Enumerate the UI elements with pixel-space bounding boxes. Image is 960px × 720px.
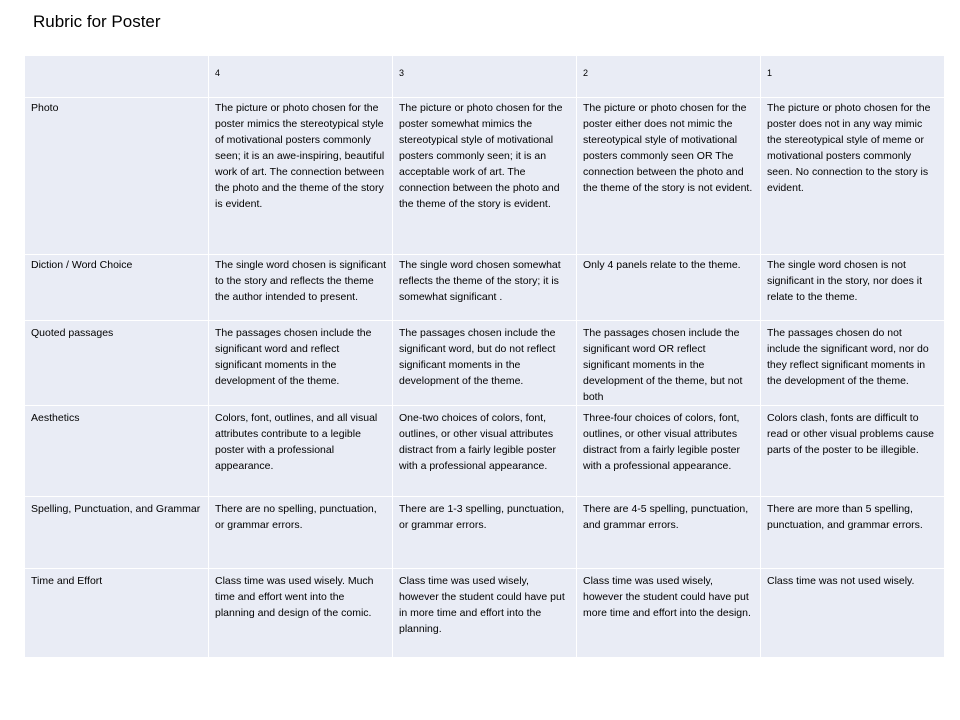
header-row <box>25 56 945 98</box>
rubric-cell: Only 4 panels relate to the theme. <box>577 255 761 321</box>
rubric-cell: There are more than 5 spelling, punctuation, and grammar errors. <box>761 497 945 569</box>
rubric-cell: Class time was used wisely, however the student could have put in more time and effort into the planning. <box>393 569 577 658</box>
table-row <box>25 98 945 255</box>
criterion-spelling: Spelling, Punctuation, and Grammar <box>25 497 209 569</box>
rubric-cell: Colors clash, fonts are difficult to read or other visual problems cause parts of the poster to be illegible. <box>761 406 945 497</box>
criterion-time-effort: Time and Effort <box>25 569 209 658</box>
rubric-cell: One-two choices of colors, font, outlines, or other visual attributes distract from a fairly legible poster with a professional appearance. <box>393 406 577 497</box>
rubric-cell: There are 1-3 spelling, punctuation, or grammar errors. <box>393 497 577 569</box>
rubric-cell: The passages chosen do not include the significant word, nor do they reflect significant moments in the development of the theme. <box>761 321 945 406</box>
table-row <box>25 497 945 569</box>
rubric-cell: The passages chosen include the significant word, but do not reflect significant moments in the development of the theme. <box>393 321 577 406</box>
rubric-cell: Three-four choices of colors, font, outlines, or other visual attributes distract from a fairly legible poster with a professional appearance. <box>577 406 761 497</box>
rubric-cell: The picture or photo chosen for the poster either does not mimic the stereotypical style of motivational posters commonly seen OR The connection between the photo and the theme of the story is not evident. <box>577 98 761 255</box>
rubric-cell: Class time was used wisely, however the student could have put more time and effort into the design. <box>577 569 761 658</box>
rubric-table <box>24 55 945 658</box>
table-row <box>25 406 945 497</box>
header-cell-score-2: 2 <box>577 56 761 98</box>
criterion-diction: Diction / Word Choice <box>25 255 209 321</box>
rubric-cell: Class time was not used wisely. <box>761 569 945 658</box>
rubric-cell: Colors, font, outlines, and all visual attributes contribute to a legible poster with a professional appearance. <box>209 406 393 497</box>
criterion-photo: Photo <box>25 98 209 255</box>
rubric-cell: Class time was used wisely. Much time and effort went into the planning and design of the comic. <box>209 569 393 658</box>
rubric-cell: The picture or photo chosen for the poster somewhat mimics the stereotypical style of motivational posters commonly seen; it is an acceptable work of art. The connection between the photo and the theme of the story is evident. <box>393 98 577 255</box>
criterion-aesthetics: Aesthetics <box>25 406 209 497</box>
table-row <box>25 321 945 406</box>
header-cell-score-3: 3 <box>393 56 577 98</box>
rubric-cell: The single word chosen is not significant in the story, nor does it relate to the theme. <box>761 255 945 321</box>
table-row <box>25 569 945 658</box>
rubric-cell: The passages chosen include the significant word OR reflect significant moments in the development of the theme, but not both <box>577 321 761 406</box>
table-row <box>25 255 945 321</box>
rubric-cell: There are 4-5 spelling, punctuation, and grammar errors. <box>577 497 761 569</box>
rubric-cell: The single word chosen is significant to the story and reflects the theme the author intended to present. <box>209 255 393 321</box>
rubric-cell: The single word chosen somewhat reflects the theme of the story; it is somewhat significant . <box>393 255 577 321</box>
criterion-quoted-passages: Quoted passages <box>25 321 209 406</box>
rubric-cell: The passages chosen include the significant word and reflect significant moments in the development of the theme. <box>209 321 393 406</box>
rubric-cell: The picture or photo chosen for the poster mimics the stereotypical style of motivational posters commonly seen; it is an awe-inspiring, beautiful work of art. The connection between the photo and the theme of the story is evident. <box>209 98 393 255</box>
header-cell-score-4: 4 <box>209 56 393 98</box>
header-cell-empty <box>25 56 209 98</box>
header-cell-score-1: 1 <box>761 56 945 98</box>
rubric-cell: There are no spelling, punctuation, or grammar errors. <box>209 497 393 569</box>
rubric-cell: The picture or photo chosen for the poster does not in any way mimic the stereotypical style of meme or motivational posters commonly seen. No connection to the story is evident. <box>761 98 945 255</box>
page-title: Rubric for Poster <box>33 12 161 31</box>
